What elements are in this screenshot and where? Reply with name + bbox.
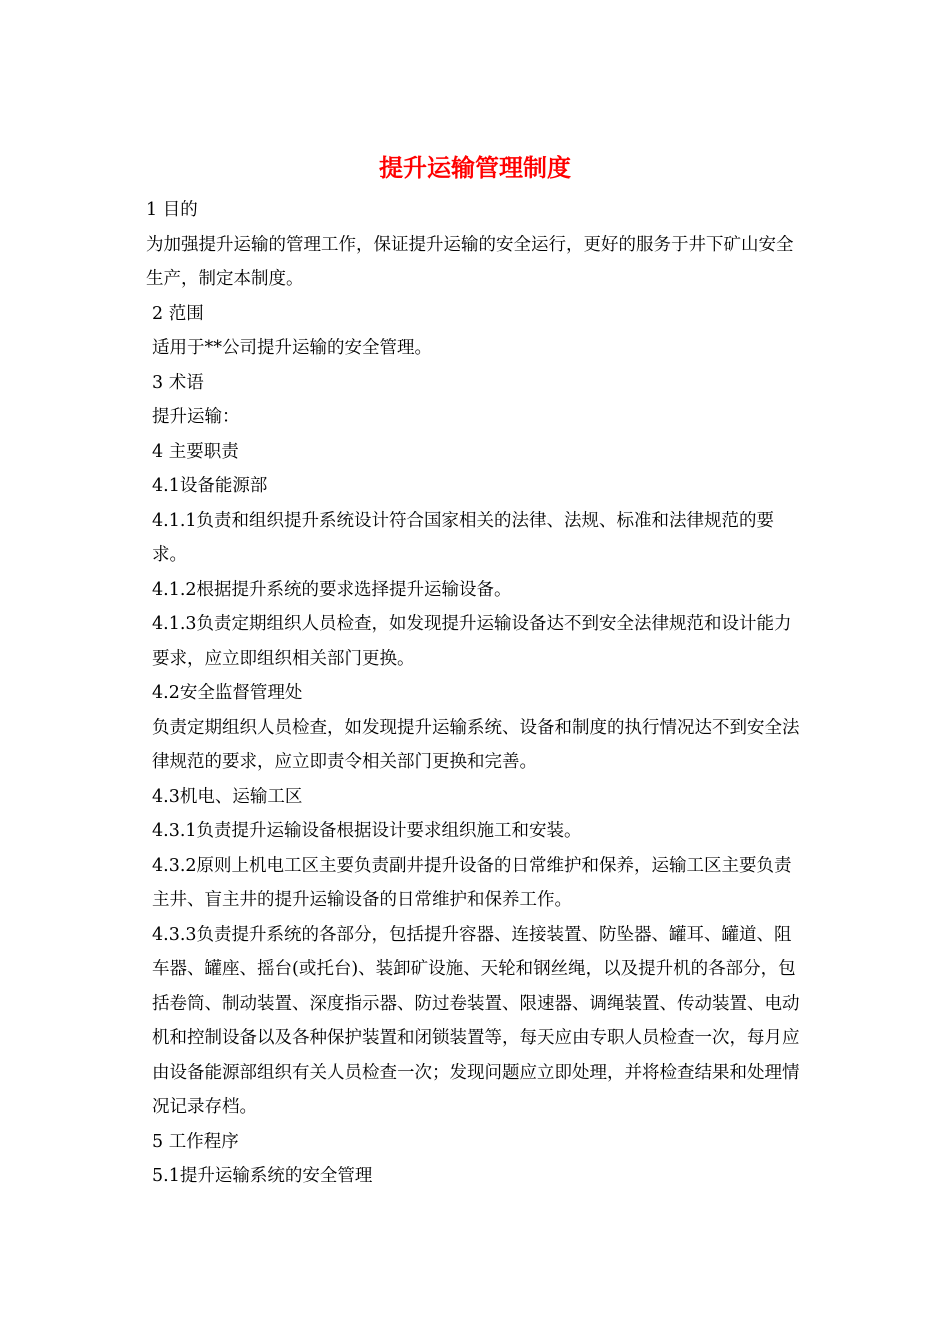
paragraph-4-1-2: 4.1.2根据提升系统的要求选择提升运输设备。 [152, 579, 512, 600]
paragraph-purpose: 为加强提升运输的管理工作，保证提升运输的安全运行，更好的服务于井下矿山安全生产，制定本制度。 [146, 234, 794, 289]
section-heading-duties: 4 主要职责 [152, 441, 239, 462]
paragraph-4-1-1: 4.1.1负责和组织提升系统设计符合国家相关的法律、法规、标准和法律规范的要求。 [152, 510, 775, 565]
section-heading-scope: 2 范围 [152, 303, 204, 324]
document-body [146, 193, 806, 1194]
paragraph-4-3-3: 4.3.3负责提升系统的各部分，包括提升容器、连接装置、防坠器、罐耳、罐道、阻车器、罐座、摇台(或托台)、装卸矿设施、天轮和钢丝绳，以及提升机的各部分，包括卷筒、制动装置、深度指示器、防过卷装置、限速器、调绳装置、传动装置、电动机和控制设备以及各种保护装置和闭锁装置等，每天应由专职人员检查一次，每月应由设备能源部组织有关人员检查一次；发现问题应立即处理，并将检查结果和处理情况记录存档。 [152, 924, 800, 1117]
section-heading-purpose: 1 目的 [146, 200, 198, 220]
section-heading-procedure: 5 工作程序 [152, 1131, 239, 1152]
paragraph-terms: 提升运输： [152, 407, 240, 427]
section-heading-terms: 3 术语 [152, 372, 204, 393]
paragraph-scope: 适用于**公司提升运输的安全管理。 [152, 338, 432, 358]
document-title: 提升运输管理制度 [379, 153, 571, 182]
paragraph-4-1-3: 4.1.3负责定期组织人员检查，如发现提升运输设备达不到安全法律规范和设计能力要求，应立即组织相关部门更换。 [152, 614, 792, 669]
paragraph-4-3-2: 4.3.2原则上机电工区主要负责副井提升设备的日常维护和保养，运输工区主要负责主井、盲主井的提升运输设备的日常维护和保养工作。 [152, 855, 792, 910]
subsection-heading-5-1: 5.1提升运输系统的安全管理 [152, 1166, 373, 1186]
subsection-heading-4-1: 4.1设备能源部 [152, 476, 268, 496]
paragraph-4-2: 负责定期组织人员检查，如发现提升运输系统、设备和制度的执行情况达不到安全法律规范的要求，应立即责令相关部门更换和完善。 [152, 717, 800, 772]
subsection-heading-4-3: 4.3机电、运输工区 [152, 786, 303, 807]
paragraph-4-3-1: 4.3.1负责提升运输设备根据设计要求组织施工和安装。 [152, 821, 582, 841]
subsection-heading-4-2: 4.2安全监督管理处 [152, 683, 303, 703]
